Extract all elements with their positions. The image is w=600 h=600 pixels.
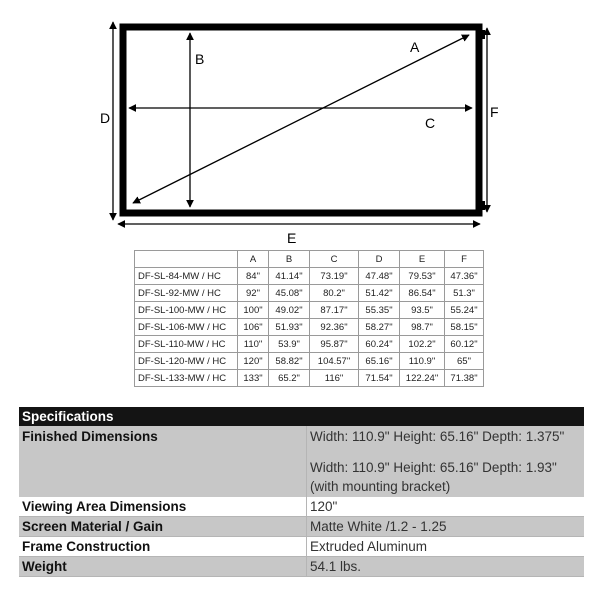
screen-dimension-diagram — [0, 0, 600, 250]
value-cell: 120" — [238, 353, 269, 370]
model-cell: DF-SL-92-MW / HC — [135, 285, 238, 302]
value-cell: 95.87" — [310, 336, 359, 353]
value-cell: 84" — [238, 268, 269, 285]
value-cell: 53.9" — [269, 336, 310, 353]
header-model — [135, 251, 238, 268]
spec-value: Extruded Aluminum — [307, 537, 585, 557]
value-cell: 51.3" — [445, 285, 484, 302]
value-cell: 71.54" — [359, 370, 400, 387]
value-cell: 49.02" — [269, 302, 310, 319]
label-e: E — [287, 230, 297, 246]
spec-label: Weight — [19, 557, 307, 577]
value-cell: 65.16" — [359, 353, 400, 370]
table-row — [135, 319, 484, 336]
label-d: D — [100, 110, 111, 126]
value-cell: 86.54" — [400, 285, 445, 302]
header-b: B — [269, 251, 310, 268]
table-row — [135, 370, 484, 387]
value-cell: 55.35" — [359, 302, 400, 319]
value-cell: 100" — [238, 302, 269, 319]
finished-dimensions-value-3: (with mounting bracket) — [310, 479, 451, 494]
dimension-a-line — [133, 35, 469, 203]
value-cell: 73.19" — [310, 268, 359, 285]
spec-value: Matte White /1.2 - 1.25 — [307, 517, 585, 537]
value-cell: 93.5" — [400, 302, 445, 319]
label-a: A — [410, 39, 420, 55]
dimensions-table — [134, 250, 484, 387]
value-cell: 58.15" — [445, 319, 484, 336]
table-row — [135, 353, 484, 370]
model-cell: DF-SL-120-MW / HC — [135, 353, 238, 370]
bracket-top — [481, 30, 485, 39]
specifications-title: Specifications — [19, 407, 584, 426]
spec-row-frame-construction — [19, 537, 584, 557]
value-cell: 116" — [310, 370, 359, 387]
label-c: C — [425, 115, 436, 131]
value-cell: 102.2" — [400, 336, 445, 353]
header-f: F — [445, 251, 484, 268]
value-cell: 71.38" — [445, 370, 484, 387]
value-cell: 51.42" — [359, 285, 400, 302]
model-cell: DF-SL-106-MW / HC — [135, 319, 238, 336]
value-cell: 80.2" — [310, 285, 359, 302]
label-b: B — [195, 51, 205, 67]
spec-value: 120" — [307, 497, 585, 517]
dimensions-table-header — [135, 251, 484, 268]
value-cell: 58.27" — [359, 319, 400, 336]
value-cell: 55.24" — [445, 302, 484, 319]
value-cell: 104.57" — [310, 353, 359, 370]
value-cell: 45.08" — [269, 285, 310, 302]
value-cell: 79.53" — [400, 268, 445, 285]
value-cell: 47.36" — [445, 268, 484, 285]
value-cell: 60.24" — [359, 336, 400, 353]
spec-row-viewing-area — [19, 497, 584, 517]
spec-value — [307, 426, 585, 497]
value-cell: 110" — [238, 336, 269, 353]
finished-dimensions-value-1: Width: 110.9" Height: 65.16" Depth: 1.375" — [310, 429, 565, 444]
value-cell: 41.14" — [269, 268, 310, 285]
value-cell: 92" — [238, 285, 269, 302]
header-e: E — [400, 251, 445, 268]
finished-dimensions-value-2: Width: 110.9" Height: 65.16" Depth: 1.93" — [310, 460, 557, 475]
value-cell: 133" — [238, 370, 269, 387]
value-cell: 92.36" — [310, 319, 359, 336]
value-cell: 87.17" — [310, 302, 359, 319]
model-cell: DF-SL-84-MW / HC — [135, 268, 238, 285]
header-a: A — [238, 251, 269, 268]
spec-row-screen-material — [19, 517, 584, 537]
table-row — [135, 285, 484, 302]
value-cell: 122.24" — [400, 370, 445, 387]
spec-label: Screen Material / Gain — [19, 517, 307, 537]
spec-label: Finished Dimensions — [19, 426, 307, 497]
spec-label: Viewing Area Dimensions — [19, 497, 307, 517]
model-cell: DF-SL-133-MW / HC — [135, 370, 238, 387]
header-c: C — [310, 251, 359, 268]
table-row — [135, 268, 484, 285]
label-f: F — [490, 104, 499, 120]
spec-row-finished-dimensions — [19, 426, 584, 497]
value-cell: 65.2" — [269, 370, 310, 387]
value-cell: 98.7" — [400, 319, 445, 336]
bracket-bottom — [481, 201, 485, 210]
value-cell: 51.93" — [269, 319, 310, 336]
table-row — [135, 302, 484, 319]
value-cell: 58.82" — [269, 353, 310, 370]
spec-label: Frame Construction — [19, 537, 307, 557]
model-cell: DF-SL-100-MW / HC — [135, 302, 238, 319]
model-cell: DF-SL-110-MW / HC — [135, 336, 238, 353]
value-cell: 47.48" — [359, 268, 400, 285]
table-row — [135, 336, 484, 353]
specifications-header — [19, 407, 584, 426]
value-cell: 65" — [445, 353, 484, 370]
specifications-table — [19, 407, 584, 577]
value-cell: 60.12" — [445, 336, 484, 353]
value-cell: 106" — [238, 319, 269, 336]
spec-value: 54.1 lbs. — [307, 557, 585, 577]
spec-row-weight — [19, 557, 584, 577]
header-d: D — [359, 251, 400, 268]
value-cell: 110.9" — [400, 353, 445, 370]
